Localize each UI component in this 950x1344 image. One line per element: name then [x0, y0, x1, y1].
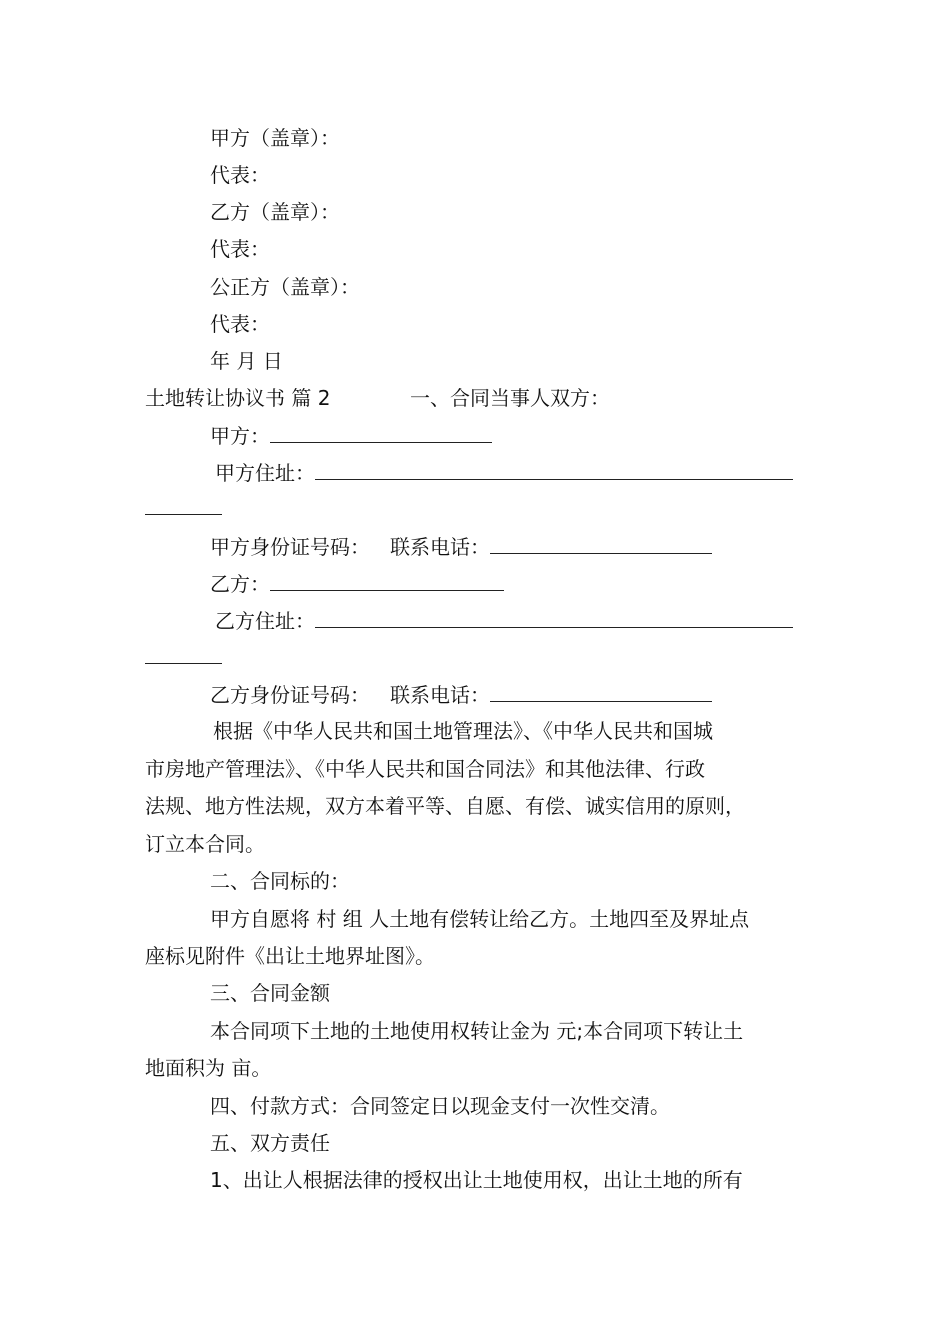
field-label: 乙方身份证号码：	[210, 683, 370, 707]
paragraph-line: 法规、地方性法规，双方本着平等、自愿、有偿、诚实信用的原则，	[145, 794, 745, 818]
party-a-address-field	[215, 459, 793, 486]
paragraph-line: 地面积为 亩。	[145, 1056, 272, 1080]
section-heading: 四、付款方式：合同签定日以现金支付一次性交清。	[210, 1094, 670, 1118]
paragraph-line: 根据《中华人民共和国土地管理法》、《中华人民共和国城	[213, 719, 713, 743]
party-b-address-continuation	[145, 643, 222, 670]
party-b-address-field	[215, 607, 793, 634]
representative-label: 代表：	[210, 312, 270, 336]
section-heading: 五、双方责任	[210, 1131, 330, 1155]
section-heading: 一、合同当事人双方：	[410, 386, 610, 410]
section-heading: 三、合同金额	[210, 981, 330, 1005]
blank-line	[315, 607, 793, 628]
field-label: 甲方住址：	[215, 461, 315, 485]
paragraph-line: 甲方自愿将 村 组 人土地有偿转让给乙方。土地四至及界址点	[210, 907, 750, 931]
representative-label: 代表：	[210, 163, 270, 187]
blank-line	[490, 533, 712, 554]
document-title: 土地转让协议书 篇 2	[145, 386, 331, 410]
paragraph-line: 订立本合同。	[145, 832, 265, 856]
party-a-seal-label: 甲方（盖章）：	[210, 126, 340, 150]
paragraph-line: 1、出让人根据法律的授权出让土地使用权，出让土地的所有	[210, 1168, 743, 1192]
party-a-id-field	[210, 533, 712, 560]
field-label: 乙方：	[210, 572, 270, 596]
field-label: 甲方：	[210, 424, 270, 448]
party-b-id-field	[210, 681, 712, 708]
notary-seal-label: 公正方（盖章）：	[210, 275, 360, 299]
section-heading: 二、合同标的：	[210, 869, 350, 893]
field-label: 甲方身份证号码：	[210, 535, 370, 559]
party-b-seal-label: 乙方（盖章）：	[210, 200, 340, 224]
paragraph-line: 本合同项下土地的土地使用权转让金为 元;本合同项下转让土	[210, 1019, 744, 1043]
blank-line	[270, 570, 504, 591]
date-label: 年 月 日	[210, 349, 283, 373]
paragraph-line: 座标见附件《出让土地界址图》。	[145, 944, 435, 968]
paragraph-line: 市房地产管理法》、《中华人民共和国合同法》和其他法律、行政	[145, 757, 705, 781]
blank-line	[270, 422, 492, 443]
party-a-address-continuation	[145, 494, 222, 521]
blank-line	[145, 494, 222, 515]
field-label: 乙方住址：	[215, 609, 315, 633]
party-b-name-field	[210, 570, 504, 597]
party-a-name-field	[210, 422, 492, 449]
field-label: 联系电话：	[390, 683, 490, 707]
blank-line	[490, 681, 712, 702]
field-label: 联系电话：	[390, 535, 490, 559]
blank-line	[315, 459, 793, 480]
representative-label: 代表：	[210, 237, 270, 261]
blank-line	[145, 643, 222, 664]
